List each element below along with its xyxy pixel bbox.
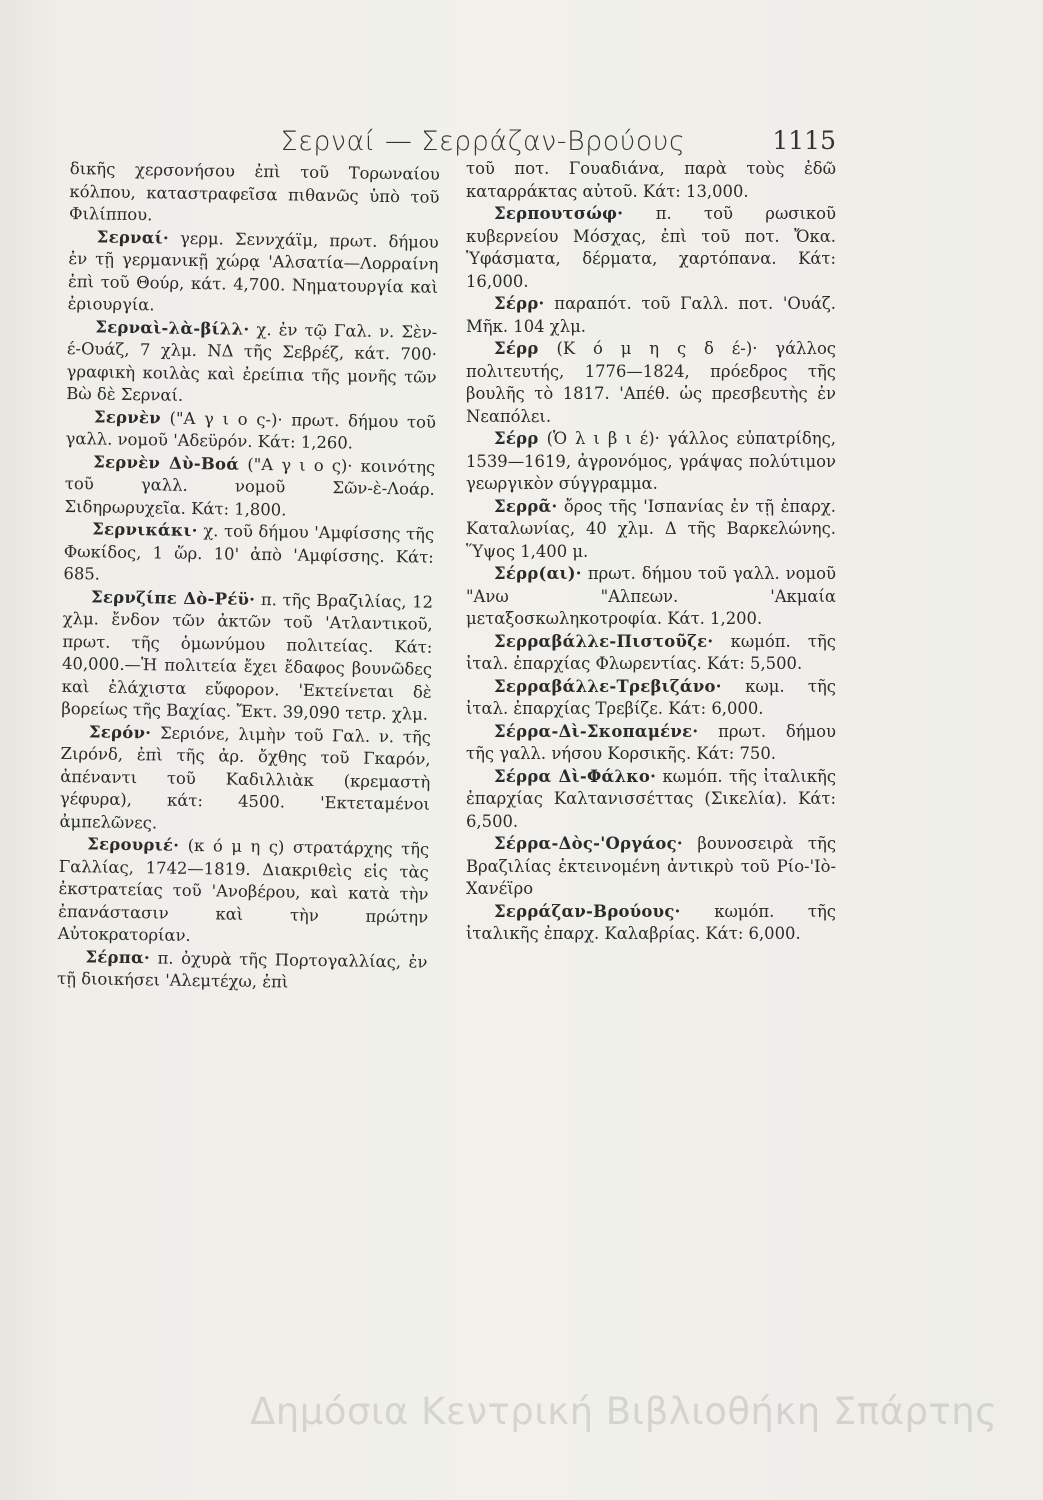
dictionary-entry (466, 833, 836, 901)
entry-headword: Σερναὶ-λὰ-βίλλ· (95, 316, 250, 339)
entry-text: γερμ. Σεννχάϊμ, πρωτ. δήμου ἐν τῇ γερμανικῇ χώρᾳ 'Αλσατία—Λορραίνη ἐπὶ τοῦ Θούρ, κάτ. 4,700. Νηματουργία καὶ ἐριουργία. (67, 228, 439, 315)
entry-headword: Σερνὲν (93, 406, 162, 427)
dictionary-entry (68, 225, 439, 321)
entry-headword: Σέρρ (494, 429, 539, 448)
dictionary-entry (466, 428, 836, 496)
dictionary-entry (466, 631, 836, 676)
entry-headword: Σερπουτσώφ· (494, 204, 624, 223)
entry-headword: Σερουριέ· (87, 834, 180, 855)
entry-text: βουνοσειρὰ τῆς Βραζιλίας ἐκτεινομένη ἀντικρὺ τοῦ Ρίο-'Ιὸ-Χανέϊρο (466, 834, 836, 898)
entry-headword: Σερραβάλλε-Τρεβιζάνο· (494, 676, 722, 696)
entry-text: κωμόπ. τῆς ἰταλ. ἐπαρχίας Φλωρεντίας. Κάτ: 5,500. (466, 631, 836, 673)
dictionary-entry (466, 766, 836, 834)
page-number: 1115 (772, 126, 836, 155)
dictionary-entry (466, 563, 836, 631)
entry-headword: Σερνὲν Δὺ-Βοά (93, 451, 240, 474)
entry-text: τοῦ ποτ. Γουαδιάνα, παρὰ τοὺς ἐδῶ καταρράκτας αὐτοῦ. Κάτ: 13,000. (466, 159, 836, 201)
entry-headword: Σερόν· (88, 721, 152, 742)
entry-text: π. τοῦ ρωσικοῦ κυβερνείου Μόσχας, ἐπὶ τοῦ ποτ. Ὄκα. Ὑφάσματα, δέρματα, χαρτόπανα. Κάτ: 16,000. (466, 204, 836, 291)
entry-headword: Σέρρ (494, 339, 539, 358)
dictionary-entry (63, 518, 434, 591)
dictionary-entry (65, 405, 436, 456)
entry-headword: Σέρρα-Δὶ-Σκοπαμένε· (494, 721, 699, 741)
dictionary-entry (466, 293, 836, 338)
entry-headword: Σέρρ(αι)· (494, 564, 582, 583)
entry-text: κωμόπ. τῆς ἰταλικῆς ἐπαρχ. Καλαβρίας. Κάτ: 6,000. (466, 901, 836, 943)
entry-headword: Σέρρ· (494, 294, 545, 313)
dictionary-entry (466, 158, 836, 203)
entry-text: π. τῆς Βραζιλίας, 12 χλμ. ἔνδον τῶν ἀκτῶν τοῦ 'Ατλαντικοῦ, πρωτ. τῆς ὁμωνύμου πολιτείας. Κάτ: 40,000.—Ἡ πολιτεία ἔχει ἔδαφος βουνῶδες καὶ ἐλάχιστα εὔφορον. 'Εκτείνεται δὲ βορείως τῆς Βαχίας. Ἔκτ. 39,090 τετρ. χλμ. (61, 589, 434, 724)
dictionary-entry (466, 721, 836, 766)
dictionary-entry (466, 203, 836, 293)
dictionary-entry (466, 496, 836, 564)
entry-text: ὄρος τῆς 'Ισπανίας ἐν τῇ ἐπαρχ. Καταλωνίας, 40 χλμ. Δ τῆς Βαρκελώνης. Ὕψος 1,400 μ. (466, 496, 836, 561)
entry-text: πρωτ. δήμου τοῦ γαλλ. νομοῦ "Ανω "Αλπεων. 'Ακμαία μεταξοσκωληκοτροφία. Κάτ. 1,200. (466, 564, 836, 628)
entry-headword: Σερράζαν-Βρούους· (494, 901, 681, 921)
running-header-title: Σερναί — Σερράζαν-Βρούους (280, 126, 686, 157)
entry-text: (κ ό μ η ς) στρατάρχης τῆς Γαλλίας, 1742—1819. Διακριθεὶς εἰς τὰς ἐκστρατείας τοῦ 'Ανοβέρου, καὶ κατὰ τὴν ἐπανάστασιν καὶ τὴν πρώτην Αὐτοκρατορίαν. (57, 835, 430, 945)
entry-text: (Κ ό μ η ς δ έ-)· γάλλος πολιτευτής, 1776—1824, πρόεδρος τῆς βουλῆς τὸ 1817. 'Απέθ. ὡς πρεσβευτὴς ἐν Νεαπόλει. (466, 339, 836, 426)
dictionary-entry (466, 676, 836, 721)
dictionary-entry (61, 585, 433, 726)
entry-headword: Σέρρα-Δὸς-'Οργάος· (494, 834, 683, 853)
entry-text: ("Α γ ι ο ς)· κοινότης τοῦ γαλλ. νομοῦ Σῶν-ὲ-Λοάρ. Σιδηρωρυχεῖα. Κάτ: 1,800. (64, 454, 436, 519)
entry-text: παραπότ. τοῦ Γαλλ. ποτ. 'Ουάζ. Μῆκ. 104 χλμ. (466, 294, 836, 336)
entry-headword: Σερναί· (96, 226, 170, 248)
dictionary-entry (58, 833, 430, 951)
dictionary-entry (69, 158, 440, 231)
entry-text: ("Α γ ι ο ς-)· πρωτ. δήμου τοῦ γαλλ. νομοῦ 'Αδεϋρόν. Κάτ: 1,260. (65, 408, 437, 453)
entry-text: π. ὀχυρὰ τῆς Πορτογαλλίας, ἐν τῇ διοικήσει 'Αλεμτέχω, ἐπὶ (56, 947, 428, 992)
right-column (466, 158, 836, 946)
entry-text: χ. τοῦ δήμου 'Αμφίσσης τῆς Φωκίδος, 1 ὥρ. 10' ἀπὸ 'Αμφίσσης. Κάτ: 685. (63, 521, 435, 584)
entry-headword: Σερνζίπε Δὸ-Ρέϋ· (90, 586, 256, 609)
entry-text: πρωτ. δήμου τῆς γαλλ. νήσου Κορσικῆς. Κάτ: 750. (466, 721, 836, 763)
entry-text: Σεριόνε, λιμὴν τοῦ Γαλ. ν. τῆς Ζιρόνδ, ἐπὶ τῆς ἀρ. ὄχθης τοῦ Γκαρόν, ἀπέναντι τοῦ Καδιλλιὰκ (κρεμαστὴ γέφυρα), κάτ: 4500. 'Εκτεταμένοι ἀμπελῶνες. (59, 722, 432, 832)
entry-text: κωμόπ. τῆς ἰταλικῆς ἐπαρχίας Καλτανισσέττας (Σικελία). Κάτ: 6,500. (466, 766, 836, 831)
entry-headword: Σέρρα Δὶ-Φάλκο· (494, 766, 657, 786)
dictionary-entry (466, 338, 836, 428)
left-column (57, 158, 440, 996)
library-watermark: Δημόσια Κεντρική Βιβλιοθήκη Σπάρτης (250, 1390, 998, 1433)
dictionary-entry (57, 945, 428, 996)
dictionary-entry (64, 450, 435, 523)
dictionary-entry (59, 720, 431, 838)
entry-text: κωμ. τῆς ἰταλ. ἐπαρχίας Τρεβίζε. Κάτ: 6,000. (466, 676, 836, 718)
dictionary-entry (66, 315, 437, 411)
dictionary-entry (466, 901, 836, 946)
entry-headword: Σερνικάκι· (92, 519, 198, 541)
entry-headword: Σέρπα· (85, 946, 151, 967)
entry-headword: Σερρᾶ· (494, 496, 558, 516)
entry-text: χ. ἐν τῷ Γαλ. ν. Σὲν-έ-Ουάζ, 7 χλμ. ΝΔ τῆς Σεβρέζ, κάτ. 700· γραφικὴ κοιλὰς καὶ ἐρείπια τῆς μονῆς τῶν Βὼ δὲ Σερναί. (66, 319, 438, 405)
entry-text: (Ὁ λ ι β ι έ)· γάλλος εὐπατρίδης, 1539—1619, ἀγρονόμος, γράψας πολύτιμον γεωργικὸν σύγγραμμα. (466, 429, 836, 493)
entry-text: δικῆς χερσονήσου ἐπὶ τοῦ Τορωναίου κόλπου, καταστραφεῖσα πιθανῶς ὑπὸ τοῦ Φιλίππου. (68, 158, 440, 225)
entry-headword: Σερραβάλλε-Πιστοῦζε· (494, 631, 714, 651)
